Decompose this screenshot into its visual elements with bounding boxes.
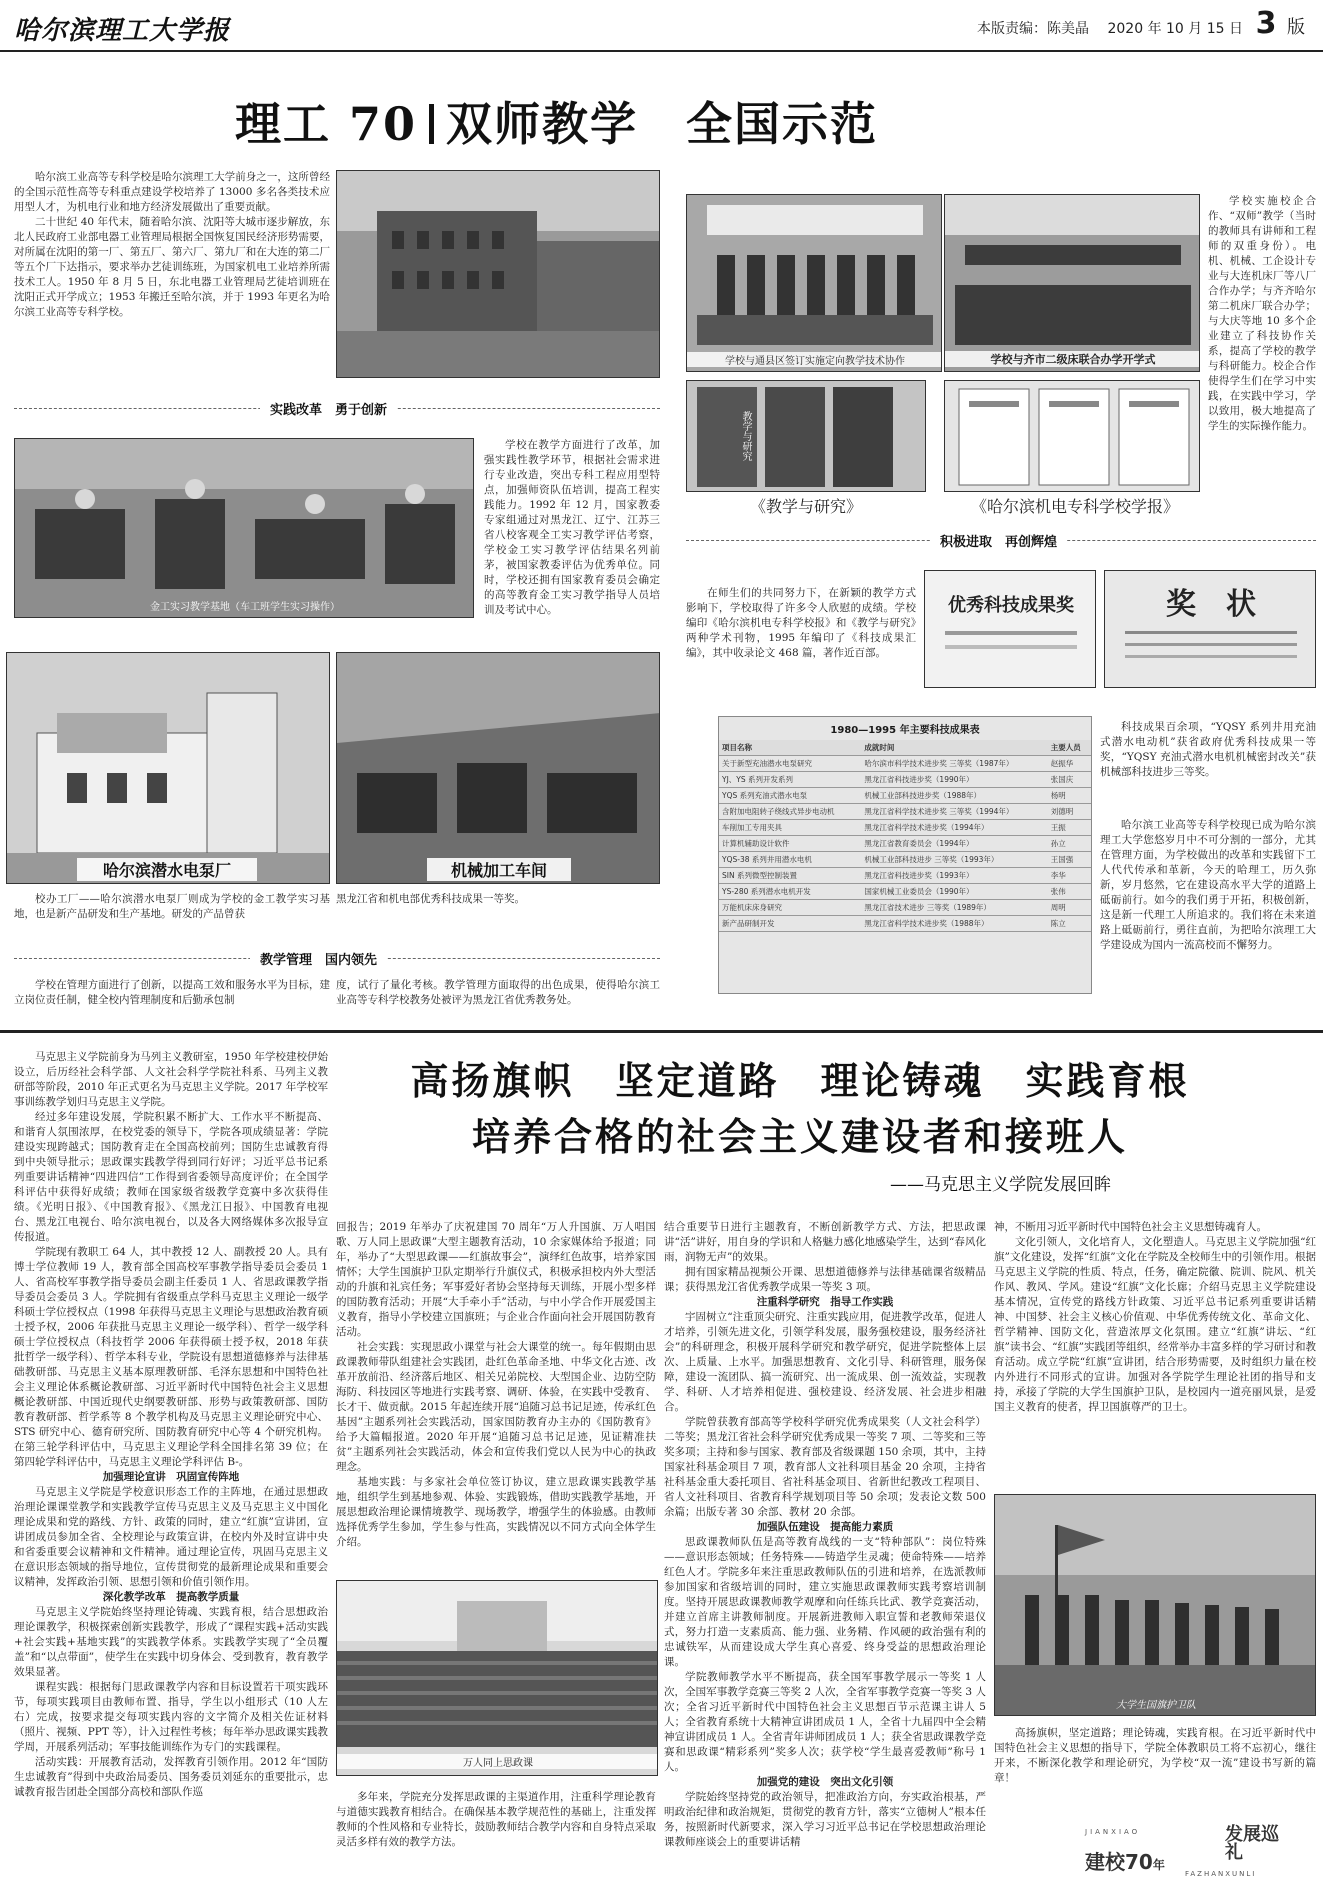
awards-table-cell: 国家机械工业委员会（1990年） (861, 884, 1047, 900)
awards-table-cell: 计算机辅助设计软件 (719, 836, 861, 852)
col4-paragraph: 神，不断用习近平新时代中国特色社会主义思想铸魂育人。 (994, 1221, 1267, 1233)
cooperation-text (1208, 194, 1316, 494)
workshop-photo (14, 438, 474, 618)
awards-table-cell: 王国强 (1048, 852, 1091, 868)
machining-photo (336, 652, 660, 884)
anniversary-logo (1085, 1824, 1305, 1880)
awards-table-row (719, 868, 1091, 884)
awards-table-photo (718, 716, 1092, 994)
bottom-subtitle: ——马克思主义学院发展回眸 (890, 1175, 1111, 1195)
certificate1-title: 优秀科技成果奖 (948, 595, 1074, 616)
awards-table-cell: YS-280 系列潜水电机开发 (719, 884, 861, 900)
awards-table-cell: 赵振华 (1048, 756, 1091, 772)
factory-paragraph: 校办工厂——哈尔滨潜水电泵厂则成为学校的金工教学实习基地，也是新产品研发和生产基地。研发的产品曾获 (14, 893, 330, 920)
cooperation-caption: 学校与通县区签订实施定向教学技术协作 (687, 352, 942, 367)
col4-paragraph: 文化引领人，文化培育人，文化塑造人。马克思主义学院加强“红旗”文化建设，发挥“红旗”文化在学院及全校师生中的引领作用。根据马克思主义学院的性质、特点，任务，确定院徽、院训、院风、机关作风、教风、学风。建设“红旗”文化长廊；介绍马克思主义学院建设基本情况，宣传党的路线方针政策、习近平总书记系列重要讲话精神、中国梦、社会主义核心价值观、中华优秀传统文化、革命文化、哲学精神、国防文化，营造浓厚文化氛围。建立“红旗”讲坛、“红旗”读书会、“红旗”实践团等组织，经常举办丰富多样的学习研讨和教育活动。成立学院“红旗”宣讲团，结合形势需要，及时组织力量在校内外进行不同形式的宣讲。加强对各学院学生理论社团的指导和支持，承接了学院的大学生国旗护卫队，是校园内一道亮丽风景，是爱国主义教育的使者，捍卫国旗尊严的卫士。 (994, 1236, 1316, 1413)
qiqihar-caption: 学校与齐市二级床联合办学开学式 (945, 351, 1200, 367)
management-paragraph-left: 学校在管理方面进行了创新，以提高工效和服务水平为目标，建立岗位责任制，健全校内管理制度和后勤承包制 (14, 979, 330, 1006)
awards-table-header: 项目名称 (719, 740, 861, 756)
awards-table-cell: 机械工业部科技进步奖（1988年） (861, 788, 1047, 804)
col1-section-heading: 加强理论宣讲 巩固宣传阵地 (102, 1471, 240, 1483)
col1-paragraph: 活动实践：开展教育活动，发挥教育引领作用。2012 年“国防生忠诚教育”得到中央政治局委员、国务委员刘延东的重要批示，忠诚教育报告团赴全国部分高校和部队作巡 (14, 1756, 328, 1798)
intro-paragraph-1: 哈尔滨工业高等专科学校是哈尔滨理工大学前身之一，这所曾经的全国示范性高等专科重点建设学校培养了 13000 多名各类技术应用型人才，为机电行业和地方经济发展做出了重要贡献。 (14, 171, 330, 213)
newspaper-logo: 哈尔滨理工大学报 (14, 16, 231, 46)
col1-paragraph: 马克思主义学院始终坚持理论铸魂、实践育根，结合思想政治理论课教学，积极探索创新实践教学，形成了“课程实践+活动实践+社会实践+基地实践”的实践教学体系。实践教学实现了“全员覆盖”和“以点带面”，使学生在实践中切身体会、受到教育，教育教学效果显著。 (14, 1606, 328, 1678)
certificate2-line (1125, 655, 1297, 658)
awards-table-row (719, 852, 1091, 868)
col1-paragraph: 马克思主义学院是学校意识形态工作的主阵地，在通过思想政治理论课课堂教学和实践教学宣传马克思主义及马克思主义中国化理论成果和党的路线、方针、政策的同时，建立“红旗”宣讲团，宣讲团成员参加全省、全校理论与政策宣讲，在校内外及时宣讲中央和省委重要会议精神和文件精神。通过理论宣传，巩固马克思主义在意识形态领域的指导地位，宣传贯彻党的最新理论成果和重要会议精神，发挥政治引领、思想引领和价值引领作用。 (14, 1486, 328, 1588)
awards-table-cell: YQS-38 系列井用潜水电机 (719, 852, 861, 868)
col2-paragraph: 回报告；2019 年举办了庆祝建国 70 周年“万人升国旗、万人唱国歌、万人同上思政课”大型主题教育活动，10 余家媒体给予报道；同年，举办了“大型思政课——红旗故事会”，演绎红色故事，培养家国情怀；大学生国旗护卫队定期举行升旗仪式，积极承担校内外大型活动的升旗和礼宾任务；军事爱好者协会坚持每天训练，开展小型多样的国防教育活动；开展“大手牵小手”活动，与中小学合作开展爱国主义教育，指导小学校建立国旗班；与企业合作面向社会开展国防教育活动。 (336, 1221, 656, 1338)
awards-table-header: 主要人员 (1048, 740, 1091, 756)
anniversary-pinyin-bottom: FAZHANXUNLI (1185, 1870, 1257, 1878)
awards-table-cell: 关于新型充油潜水电泵研究 (719, 756, 861, 772)
awards-table-title: 1980—1995 年主要科技成果表 (830, 725, 980, 736)
awards-table-cell: 陈立 (1048, 916, 1091, 932)
awards-table-row (719, 820, 1091, 836)
col3-section-heading: 加强党的建设 突出文化引领 (756, 1776, 894, 1788)
classroom-photo (336, 1580, 658, 1776)
awards-table-row (719, 804, 1091, 820)
bottom-col1 (14, 1050, 328, 1882)
flag-guard-image (995, 1495, 1316, 1716)
headline-right: 双师教学 全国示范 (446, 97, 879, 151)
col3-section-heading: 加强队伍建设 提高能力素质 (756, 1521, 894, 1533)
old-campus-photo (336, 170, 660, 378)
awards-table-cell: 黑龙江省科技进步奖（1993年） (861, 868, 1047, 884)
journal2-image (945, 381, 1200, 492)
awards-table-header-row (719, 740, 1091, 756)
col3-paragraph: 学院始终坚持党的政治领导，把准政治方向，夯实政治根基，严明政治纪律和政治规矩，贯彻党的教育方针，落实“立德树人”根本任务，按照新时代新要求，深入学习习近平总书记在学校思想政治理论课教师座谈会上的重要讲话精 (664, 1791, 986, 1848)
masthead-meta (963, 18, 1243, 38)
awards-table-cell: 张国庆 (1048, 772, 1091, 788)
cooperation-photo (686, 194, 942, 372)
awards-table-cell: 含附加电阻转子绕线式异步电动机 (719, 804, 861, 820)
col1-paragraph: 学院现有教职工 64 人，其中教授 12 人、副教授 20 人。具有博士学位教师 19 人，教育部全国高校军事教学指导委员会委员 1 人、省高校军事教学指导委员会副主任委员 1 人、省思政课教学指导委员会委员 3 人。学院拥有省级重点学科马克思主义理论一级学科硕士学位授权点（1998 年获得马克思主义理论与思想政治教育硕士授予权，2006 年获批马克思主义理论一级学科）、哲学一级学科硕士学位授权点（科技哲学 2006 年获得硕士授予权，2018 年获批哲学一级学科）、哲学本科专业，学院设有思想道德修养与法律基础教研部、马克思主义基本原理教研部、毛泽东思想和中国特色社会主义理论体系概论教研部、习近平新时代中国特色社会主义思想概论教研部、中国近现代史纲要教研部、形势与政策教研部、国防教育教研部、哲学系等 8 个教学机构及马克思主义理论研究中心、STS 研究中心、德育研究所、国防教育研究中心等 4 个研究机构。在第三轮学科评估中，马克思主义理论学科全国排名第 39 位；在第四轮学科评估中，马克思主义理论学科评估 B-。 (14, 1246, 328, 1468)
section-heading-reform: 实践改革 勇于创新 (260, 399, 397, 418)
qiqihar-image (945, 195, 1200, 372)
machining-image (337, 653, 660, 884)
machining-label: 机械加工车间 (427, 858, 571, 881)
awards-table-cell: SIN 系列微型控制装置 (719, 868, 861, 884)
workshop-caption: 金工实习教学基地（车工班学生实习操作） (150, 602, 340, 613)
flag-guard-caption: 大学生国旗护卫队 (1116, 1700, 1196, 1711)
col3-section-heading: 注重科学研究 指导工作实践 (756, 1296, 894, 1308)
col1-paragraph: 马克思主义学院前身为马列主义教研室，1950 年学校建校伊始设立，后历经社会科学部、人文社会科学学院社科系、马列主义教研部等阶段，2010 年正式更名为马克思主义学院。2017 年学校军事训练教学划归马克思主义学院。 (14, 1051, 328, 1108)
workshop-image (15, 439, 474, 618)
certificate2-mark: 奖 状 (1166, 587, 1256, 622)
journal1-photo (686, 380, 926, 492)
awards-table-cell: 张伟 (1048, 884, 1091, 900)
qiqihar-photo (944, 194, 1200, 372)
factory-label: 哈尔滨潜水电泵厂 (77, 858, 257, 881)
certificate2-line (1125, 631, 1297, 634)
awards-table (719, 740, 1091, 932)
journal1-caption: 《教学与研究》 (749, 497, 862, 516)
certificate1-line (945, 631, 1077, 635)
awards-table-cell: 机械工业部科技进步 三等奖（1993年） (861, 852, 1047, 868)
certificate1-line (945, 645, 1077, 649)
awards-table-row (719, 836, 1091, 852)
col2-paragraph: 多年来，学院充分发挥思政课的主渠道作用，注重科学理论教育与道德实践教育相结合。在确保基本教学规范性的基础上，注重发挥教师的个性风格和专业特长，鼓励教师结合教学内容和自身特点采取灵活多样有效的教学方法。 (336, 1791, 656, 1848)
management-paragraph-right: 度，试行了量化考核。教学管理方面取得的出色成果，使得哈尔滨工业高等专科学校教务处被评为黑龙江省优秀教务处。 (336, 979, 660, 1006)
awards-table-row (719, 900, 1091, 916)
col2-paragraph: 基地实践：与多家社会单位签订协议，建立思政课实践教学基地，组织学生到基地参观、体验、实践锻炼，借助实践教学基地，开展思想政治理论课情境教学、现场教学，增强学生的体验感。由教师选择优秀学生参加，学生参与性高，实践情况以不同方式向全体学生介绍。 (336, 1476, 656, 1548)
bottom-col2-bottom (336, 1790, 656, 1882)
certificate2-line (1125, 643, 1297, 646)
issue-date: 2020 年 10 月 15 日 (1107, 21, 1243, 37)
page-editor: 本版责编：陈美晶 (977, 21, 1090, 37)
intro-text (14, 170, 330, 370)
bottom-col3 (664, 1220, 986, 1882)
awards-table-cell: 王振 (1048, 820, 1091, 836)
awards-table-row (719, 756, 1091, 772)
awards-table-cell: 哈尔滨市科学技术进步奖 三等奖（1987年） (861, 756, 1047, 772)
awards-table-cell: 孙立 (1048, 836, 1091, 852)
awards-table-cell: 万能机床床身研究 (719, 900, 861, 916)
col1-paragraph: 课程实践：根据每门思政课教学内容和目标设置若干项实践环节，每项实践项目由教师布置、指导，学生以小组形式（10 人左右）完成，按要求提交每项实践内容的文字简介及相关佐证材料（照片、视频、PPT 等），计入过程性考核；每年举办思政课实践教学周，开展系列活动；军事技能训练作为专门的实践课程。 (14, 1681, 328, 1753)
award-text (1100, 720, 1316, 784)
awards-table-cell: 黑龙江省科学技术进步奖 三等奖（1994年） (861, 804, 1047, 820)
col3-paragraph: 拥有国家精品视频公开课、思想道德修养与法律基础课省级精品课；获得黑龙江省优秀教学成果一等奖 3 项。 (664, 1266, 986, 1293)
col1-paragraph: 经过多年建设发展，学院积累不断扩大、工作水平不断提高、和谐育人氛围浓厚，在校党委的领导下，学院各项成绩显著：学院建设实现跨越式；国防教育走在全国高校前列；国防生忠诚教育得到中央领导批示；思政课实践教学得到同行好评；习近平总书记系列重要讲话精神“四进四信”工作得到省委领导高度评价；在全国学科评估中获得好成绩；教师在国家级省级教学竞赛中多次获得佳绩。《光明日报》、《中国教育报》、《黑龙江日报》、中国教育电视台、黑龙江电视台、哈尔滨电视台，以及各大网络媒体多次报导宣传报道。 (14, 1111, 328, 1243)
col3-paragraph: 结合重要节日进行主题教育，不断创新教学方式、方法，把思政课讲“活”讲好，用自身的学识和人格魅力感化地感染学生，达到“春风化雨，润物无声”的效果。 (664, 1221, 986, 1263)
cooperation-paragraph: 学校实施校企合作、“双师”教学（当时的教师具有讲师和工程师的双重身份）。电机、机械、工企设计专业与大连机床厂等八厂合作办学；与齐齐哈尔第二机床厂联合办学；与大庆等地 10 多个企业建立了科技协作关系，提高了学校的教学与科研能力。校企合作使得学生们在学习中实践，在实践中学习，学以致用，极大地提高了学生的实际操作能力。 (1208, 195, 1316, 432)
awards-table-cell: 李华 (1048, 868, 1091, 884)
awards-table-cell: 刘德明 (1048, 804, 1091, 820)
awards-table-cell: 周明 (1048, 900, 1091, 916)
research-paragraph: 在师生们的共同努力下，在新颖的教学方式影响下，学校取得了许多令人欣慰的成绩。学校编印《哈尔滨机电专科学校报》和《教学与研究》两种学术刊物，1995 年编印了《科技成果汇编》，其中收录论文 468 篇，著作近百部。 (686, 587, 916, 659)
bottom-headline-line1: 高扬旗帜 坚定道路 理论铸魂 实践育根 (410, 1058, 1190, 1103)
summary-text (1100, 818, 1316, 1018)
col2-paragraph: 社会实践：实现思政小课堂与社会大课堂的统一。每年假期由思政课教师带队组建社会实践团，赴红色革命圣地、中华文化古迹、改革开放前沿、经济落后地区、相关兄弟院校、大型国企业、边防空防海防、科技园区等地进行实践考察、调研、体验，在实践中受教育、长才干、做贡献。2015 年起连续开展“追随习总书记足迹，传承红色基因”主题系列社会实践活动，国家国防教育办主办的《国防教育》给予大篇幅报道。2020 年开展“追随习总书记足迹，见证精准扶贫”主题系列社会实践活动，体会和宣传我们党以人民为中心的执政理念。 (336, 1341, 656, 1473)
top-headline (235, 88, 878, 154)
flag-guard-photo (994, 1494, 1316, 1716)
awards-table-row (719, 916, 1091, 932)
classroom-caption: 万人同上思政课 (337, 1754, 658, 1769)
management-text-left (14, 978, 330, 1012)
headline-left: 理工 70 (235, 97, 418, 151)
awards-table-cell: 车削加工专用夹具 (719, 820, 861, 836)
awards-table-cell: 黑龙江省技术进步 三等奖（1989年） (861, 900, 1047, 916)
col4-paragraph: 高扬旗帜，坚定道路；理论铸魂，实践育根。在习近平新时代中国特色社会主义思想的指导下，学院全体教职员工将不忘初心，继往开来，不断深化教学和理论研究，为学校“双一流”建设书写新的篇章！ (994, 1727, 1316, 1784)
col3-paragraph: 学院曾获教育部高等学校科学研究优秀成果奖（人文社会科学）二等奖；黑龙江省社会科学研究优秀成果一等奖 7 项、二等奖和三等奖多项；主持和参与国家、教育部及省级课题 150 余项，其中，主持国家社科基金项目 7 项，教育部人文社科项目基金 20 余项，主持省社科基金重大委托项目、省社科基金项目、省新世纪教改工程项目、省人文社科项目、省教育科学规划项目等 50 余项；发表论文数 500 余篇；出版专著 30 余部、教材 20 余部。 (664, 1416, 986, 1518)
intro-paragraph-2: 二十世纪 40 年代末，随着哈尔滨、沈阳等大城市逐步解放，东北人民政府工业部电器工业管理局根据全国恢复国民经济形势需要，对所属在沈阳的第一厂、第五厂、第六厂、第九厂和在大连的第二厂等五个厂下达指示，要求举办艺徒训练班，为国家机电工业培养所需技术工人。1950 年 8 月 5 日，东北电器工业管理局艺徒培训班在沈阳正式开学成立；1953 年搬迁至哈尔滨，并于 1993 年更名为哈尔滨工业高等专科学校。 (14, 216, 330, 318)
research-text (686, 586, 916, 698)
page-number: 3 版 (1255, 6, 1305, 41)
reform-text (484, 438, 660, 618)
cooperation-image (687, 195, 942, 372)
bottom-headline-line2: 培养合格的社会主义建设者和接班人 (471, 1114, 1128, 1159)
management-text-right (336, 978, 660, 1012)
classroom-image (337, 1581, 658, 1776)
awards-table-row (719, 772, 1091, 788)
anniversary-text: 建校70年 (1085, 1850, 1165, 1874)
factory-photo (6, 652, 330, 884)
awards-table-row (719, 884, 1091, 900)
award-paragraph: 科技成果百余项，“YQSY 系列井用充油式潜水电动机”获省政府优秀科技成果一等奖，“YQSY 充油式潜水电机机械密封改关”获机械部科技进步三等奖。 (1100, 721, 1316, 778)
awards-table-cell: 新产品研制开发 (719, 916, 861, 932)
awards-table-header: 成就时间 (861, 740, 1047, 756)
awards-table-row (719, 788, 1091, 804)
certificate2-photo (1104, 570, 1316, 688)
machining-paragraph: 黑龙江省和机电部优秀科技成果一等奖。 (336, 893, 525, 905)
awards-table-cell: 黑龙江省科学技术进步奖（1994年） (861, 820, 1047, 836)
summary-paragraph: 哈尔滨工业高等专科学校现已成为哈尔滨理工大学您悠岁月中不可分割的一部分，尤其在管理方面，为学校做出的改革和实践留下工人代代传承和革新，今天的哈理工，历久弥新，岁月悠然，它在建设高水平大学的道路上砥砺前行。如今的我们勇于开拓，积极创新，这是新一代理工人所追求的。我们将在未来道路上砥砺前行，勇往直前，为把哈尔滨理工大学建设成为国内一流高校而不懈努力。 (1100, 819, 1316, 951)
awards-table-cell: 黑龙江省教育委员会（1994年） (861, 836, 1047, 852)
col3-paragraph: 宇固树立“注重顶尖研究、注重实践应用，促进教学改革，促进人才培养，引领先进文化，引领学科发展，服务强校建设，服务经济社会”的科研理念，积极开展科学研究和教学研究，促进学院整体上层次、上质量、上水平。加强思想教育、文化引导、科研管理，服务保障，建设一流团队、搞一流研究、出一流成果、创一流效益，实现教学、科研、人才培养相促进、强校建设、经济发展、社会进步相融合。 (664, 1311, 986, 1413)
factory-image (7, 653, 330, 884)
bottom-col2-top (336, 1220, 656, 1568)
article-separator (0, 1030, 1323, 1033)
section-heading-research: 积极进取 再创辉煌 (930, 531, 1067, 550)
awards-table-cell: 黑龙江省科技进步奖（1990年） (861, 772, 1047, 788)
certificate1-photo (924, 570, 1096, 688)
awards-table-cell: 杨明 (1048, 788, 1091, 804)
awards-table-cell: YQS 系列充油式潜水电泵 (719, 788, 861, 804)
awards-table-cell: YJ、YS 系列开发系列 (719, 772, 861, 788)
machining-text (336, 892, 660, 910)
bottom-col4-bottom (994, 1726, 1316, 1806)
section-heading-management: 教学管理 国内领先 (250, 949, 387, 968)
bottom-col4-top (994, 1220, 1316, 1484)
anniversary-right-text: 发展巡礼 (1225, 1824, 1279, 1863)
journal2-caption: 《哈尔滨机电专科学校学报》 (970, 497, 1179, 516)
col3-paragraph: 学院教师教学水平不断提高，获全国军事教学展示一等奖 1 人次，全国军事教学竞赛三等奖 2 人次，全省军事教学竞赛一等奖 3 人次；全省习近平新时代中国特色社会主义思想百节示范课主讲人 5 人；全省教育系统十大精神宣讲团成员 1 人，全省十九届四中全会精神宣讲团成员 1 人。全省青年讲师团成员 1 人；获全省思政课教学竞赛和思政课“精彩系列”奖多人次；获学校“学生最喜爱教师”称号 1 人。 (664, 1671, 986, 1773)
reform-paragraph: 学校在教学方面进行了改革，加强实践性教学环节，根据社会需求进行专业改造，突出专科工程应用型特点，加强师资队伍培训，提高工程实践能力。1992 年 12 月，国家教委专家组通过对黑龙江、辽宁、江苏三省八校客观全工实习教学评估考察，学校金工实习教学评估结果名列前茅，被国家教委评估为优秀单位。同时，学校还拥有国家教育委员会确定的高等教育金工实习教学指导人员培训及考试中心。 (484, 439, 660, 616)
old-campus-image (337, 171, 660, 378)
anniversary-pinyin-left: JIANXIAO (1085, 1828, 1141, 1836)
col3-paragraph: 思政课教师队伍是高等教育战线的一支“特种部队”：岗位特殊——意识形态领域；任务特殊——铸造学生灵魂；使命特殊——培养红色人才。学院多年来注重思政教师队伍的引进和培养，在选派教师参加国家和省级培训的同时，建立实施思政课教师实践考察培训制度。坚持开展思政课教师教学观摩和向任练兵比武、教学竞赛活动，并建立首席主讲教师制度。开展新进教师入职宣誓和老教师荣退仪式，努力打造一支素质高、能力强、业务精、作风硬的政治强有利的忠诚铁军，从而建设成大学生真心喜爱、终身受益的思想政治理论课。 (664, 1536, 986, 1668)
masthead (0, 0, 1323, 52)
col1-section-heading: 深化教学改革 提高教学质量 (102, 1591, 240, 1603)
headline-separator (429, 104, 434, 144)
factory-text (14, 892, 330, 924)
journal2-photo (944, 380, 1200, 492)
awards-table-cell: 黑龙江省科学技术进步奖（1988年） (861, 916, 1047, 932)
journal1-cover-text: 教学与研究 (740, 411, 751, 461)
